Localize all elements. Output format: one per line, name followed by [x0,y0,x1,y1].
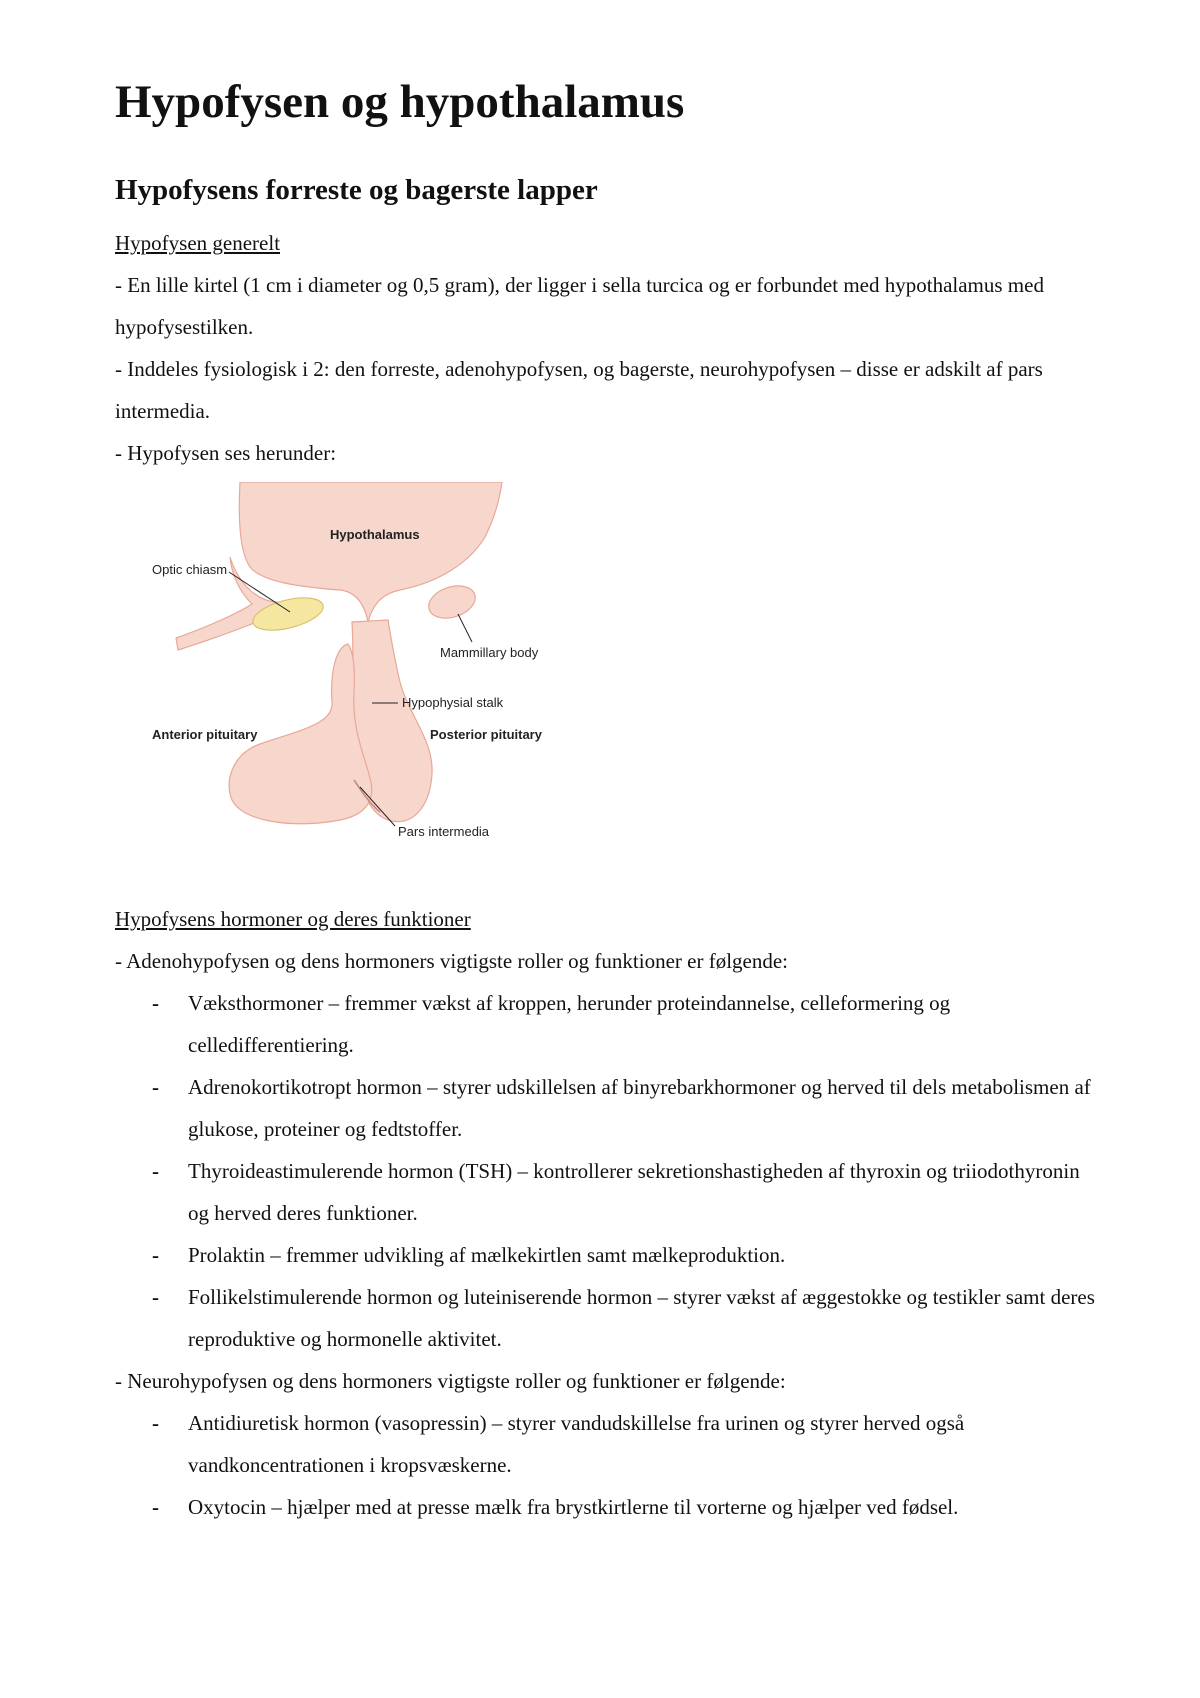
adeno-hormone-list [115,982,1105,1360]
list-item [152,1150,1105,1234]
section-title: Hypofysens forreste og bagerste lapper [115,174,598,206]
list-item-text: Væksthormoner – fremmer vækst af kroppen, herunder proteindannelse, celleformering og celledifferentiering. [188,991,951,1057]
label-hypothalamus: Hypothalamus [330,527,420,542]
bullet-dash: - [152,1411,159,1435]
label-optic-chiasm: Optic chiasm [152,562,228,577]
label-pars-intermedia: Pars intermedia [398,824,490,839]
pituitary-diagram [140,482,580,842]
paragraph: - Inddeles fysiologisk i 2: den forreste, adenohypofysen, og bagerste, neurohypofysen – disse er adskilt af pars intermedia. [115,357,1043,423]
section-hormones [115,898,1105,1528]
list-item [152,1066,1105,1150]
list-item-text: Oxytocin – hjælper med at presse mælk fra brystkirtlerne til vorterne og hjælper ved fødsel. [188,1495,959,1519]
list-item-text: Adrenokortikotropt hormon – styrer udskillelsen af binyrebarkhormoner og herved til dels metabolismen af glukose, proteiner og fedtstoffer. [188,1075,1091,1141]
page-title: Hypofysen og hypothalamus [115,76,685,128]
list-item-text: Antidiuretisk hormon (vasopressin) – styrer vandudskillelse fra urinen og styrer herved også vandkoncentrationen i kropsvæskerne. [188,1411,965,1477]
label-mammillary-body: Mammillary body [440,645,539,660]
paragraph: - Hypofysen ses herunder: [115,441,337,465]
list-item [152,1234,1105,1276]
neuro-hormone-list [115,1402,1105,1528]
paragraph-adeno-intro: - Adenohypofysen og dens hormoners vigtigste roller og funktioner er følgende: [115,949,789,973]
label-anterior-pituitary: Anterior pituitary [152,727,258,742]
subheading-hormones: Hypofysens hormoner og deres funktioner [115,907,471,931]
list-item-text: Thyroideastimulerende hormon (TSH) – kontrollerer sekretionshastigheden af thyroxin og triiodothyronin og herved deres funktioner. [188,1159,1080,1225]
label-hypophysial-stalk: Hypophysial stalk [402,695,504,710]
mammillary-body-shape [425,580,480,623]
section-general [115,222,1105,474]
list-item [152,1486,1105,1528]
list-item [152,982,1105,1066]
bullet-dash: - [152,991,159,1015]
list-item [152,1276,1105,1360]
bullet-dash: - [152,1495,159,1519]
bullet-dash: - [152,1243,159,1267]
pituitary-diagram-svg [140,482,580,842]
paragraph-neuro-intro: - Neurohypofysen og dens hormoners vigtigste roller og funktioner er følgende: [115,1369,786,1393]
list-item-text: Prolaktin – fremmer udvikling af mælkekirtlen samt mælkeproduktion. [188,1243,786,1267]
list-item-text: Follikelstimulerende hormon og luteiniserende hormon – styrer vækst af æggestokke og testikler samt deres reproduktive og hormonelle aktivitet. [188,1285,1095,1351]
bullet-dash: - [152,1075,159,1099]
subheading-general: Hypofysen generelt [115,231,281,255]
bullet-dash: - [152,1285,159,1309]
leader-mammillary-body [458,614,472,642]
label-posterior-pituitary: Posterior pituitary [430,727,542,742]
bullet-dash: - [152,1159,159,1183]
paragraph: - En lille kirtel (1 cm i diameter og 0,5 gram), der ligger i sella turcica og er forbundet med hypothalamus med hypofysestilken. [115,273,1044,339]
list-item [152,1402,1105,1486]
